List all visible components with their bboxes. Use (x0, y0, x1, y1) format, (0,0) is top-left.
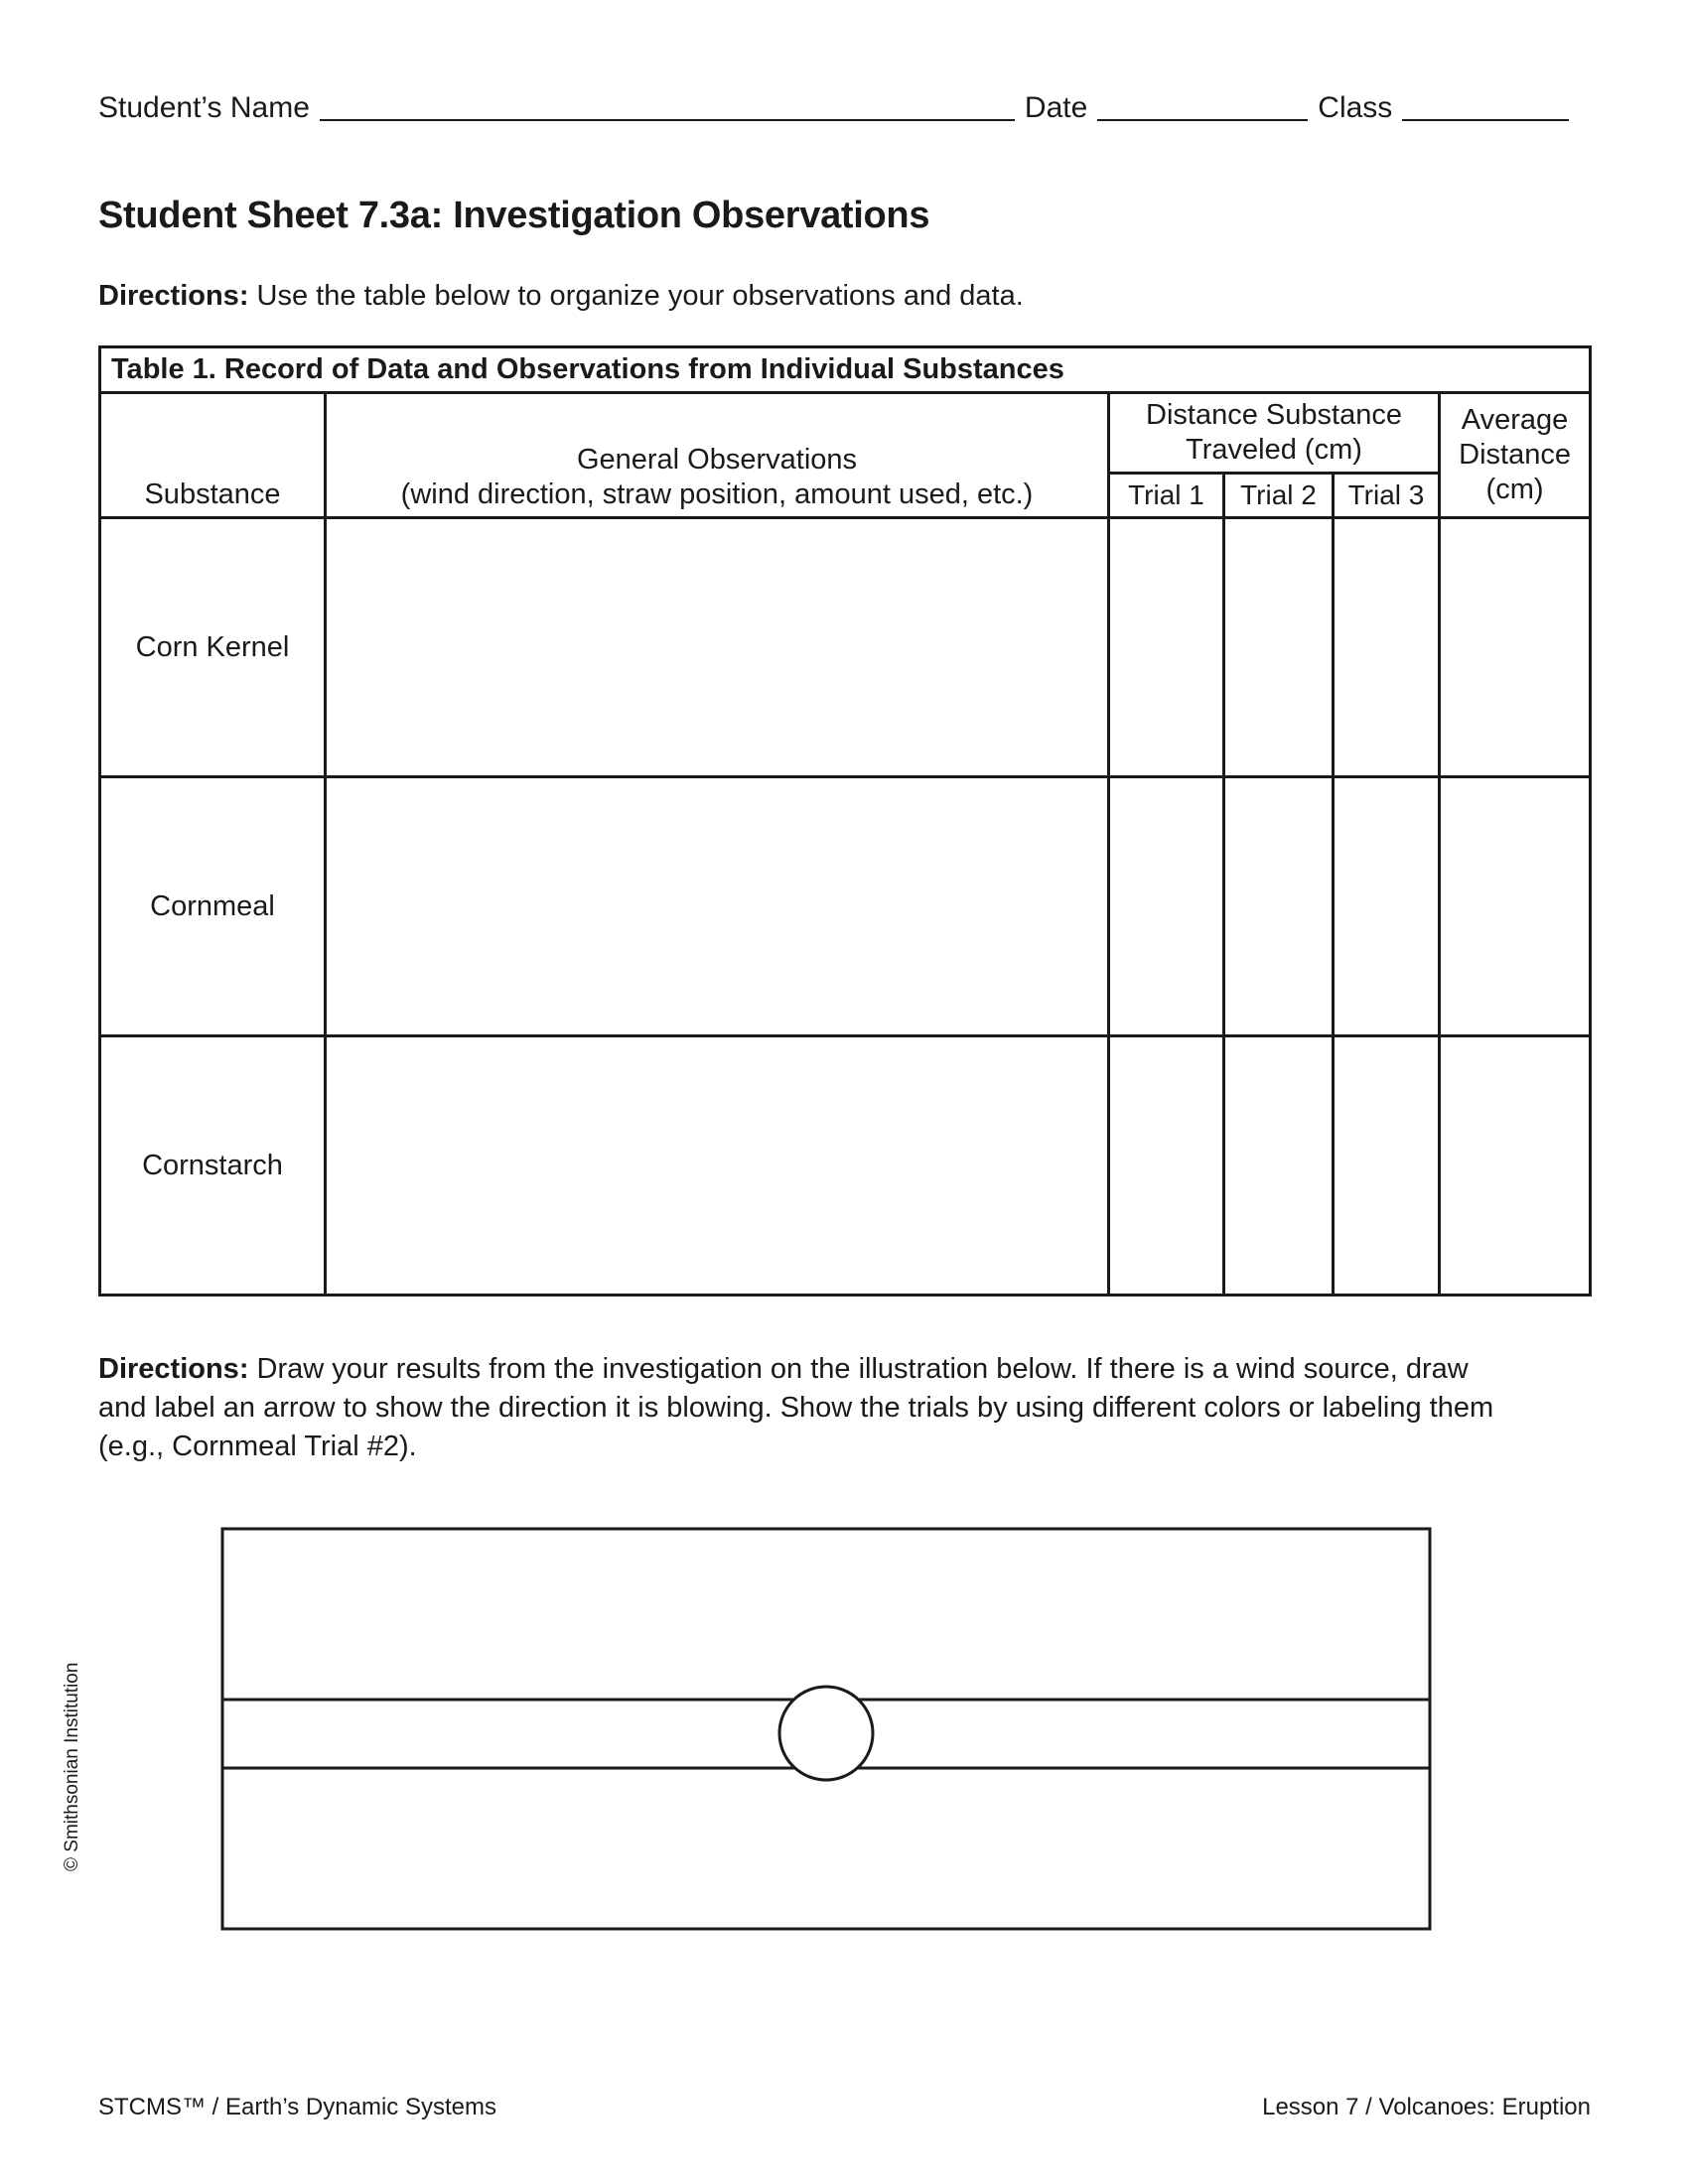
trial-1-cell[interactable] (1109, 518, 1224, 777)
trial-3-cell[interactable] (1334, 777, 1440, 1036)
table-row (100, 1036, 1591, 1296)
class-label: Class (1318, 91, 1393, 124)
substance-cell: Corn Kernel (100, 518, 326, 777)
trial-1-cell[interactable] (1109, 1036, 1224, 1296)
header-trial-3: Trial 3 (1334, 474, 1440, 518)
date-blank[interactable] (1097, 89, 1308, 121)
student-info-line (98, 89, 1588, 125)
average-cell[interactable] (1440, 1036, 1591, 1296)
header-substance-text: Substance (144, 478, 281, 510)
trial-2-cell[interactable] (1224, 518, 1334, 777)
table-caption (100, 347, 1591, 393)
table-row (100, 777, 1591, 1036)
name-blank[interactable] (320, 89, 1015, 121)
observations-cell[interactable] (326, 1036, 1109, 1296)
header-average (1440, 393, 1591, 518)
header-observations (326, 393, 1109, 518)
header-trial-1: Trial 1 (1109, 474, 1224, 518)
trial-3-cell[interactable] (1334, 518, 1440, 777)
header-average-line2: Distance (1459, 439, 1571, 471)
header-substance (100, 393, 326, 518)
table-caption-bold: Table 1 (111, 353, 209, 385)
trial-2-cell[interactable] (1224, 777, 1334, 1036)
copyright-text: © Smithsonian Institution (62, 1662, 82, 1871)
directions-label: Directions: (98, 280, 249, 312)
header-average-line3: (cm) (1485, 474, 1544, 505)
starting-point-circle (779, 1687, 873, 1780)
name-label: Student’s Name (98, 91, 310, 124)
table-row (100, 518, 1591, 777)
trial-3-cell[interactable] (1334, 1036, 1440, 1296)
date-label: Date (1024, 91, 1088, 124)
header-distance-line1: Distance Substance (1146, 399, 1402, 431)
directions-text: Use the table below to organize your observations and data. (256, 280, 1024, 312)
header-observations-line1: General Observations (576, 444, 858, 476)
table-caption-rest: . Record of Data and Observations from Individual Substances (208, 353, 1064, 385)
header-trial-2: Trial 2 (1224, 474, 1334, 518)
page-title: Student Sheet 7.3a: Investigation Observations (98, 195, 930, 236)
average-cell[interactable] (1440, 518, 1591, 777)
class-blank[interactable] (1402, 89, 1569, 121)
substance-cell: Cornmeal (100, 777, 326, 1036)
footer-course: STCMS™ / Earth’s Dynamic Systems (98, 2094, 496, 2120)
footer-lesson: Lesson 7 / Volcanoes: Eruption (1262, 2094, 1591, 2120)
trial-1-cell[interactable] (1109, 777, 1224, 1036)
observations-cell[interactable] (326, 777, 1109, 1036)
trial-2-cell[interactable] (1224, 1036, 1334, 1296)
directions-table (98, 280, 1024, 313)
header-observations-line2: (wind direction, straw position, amount used, etc.) (400, 478, 1034, 510)
directions-text: Draw your results from the investigation on the illustration below. If there is a wind source, draw and label an arrow to show the direction it is blowing. Show the trials by using different colors or labeling them (e.g., Cornmeal Trial #2). (98, 1353, 1494, 1462)
header-distance (1109, 393, 1440, 474)
average-cell[interactable] (1440, 777, 1591, 1036)
directions-drawing (98, 1350, 1508, 1466)
drawing-illustration[interactable] (220, 1527, 1432, 1934)
observations-cell[interactable] (326, 518, 1109, 777)
header-distance-line2: Traveled (cm) (1186, 434, 1362, 466)
observations-table (98, 345, 1592, 1297)
directions-label: Directions: (98, 1353, 249, 1385)
header-average-line1: Average (1461, 404, 1569, 436)
substance-cell: Cornstarch (100, 1036, 326, 1296)
